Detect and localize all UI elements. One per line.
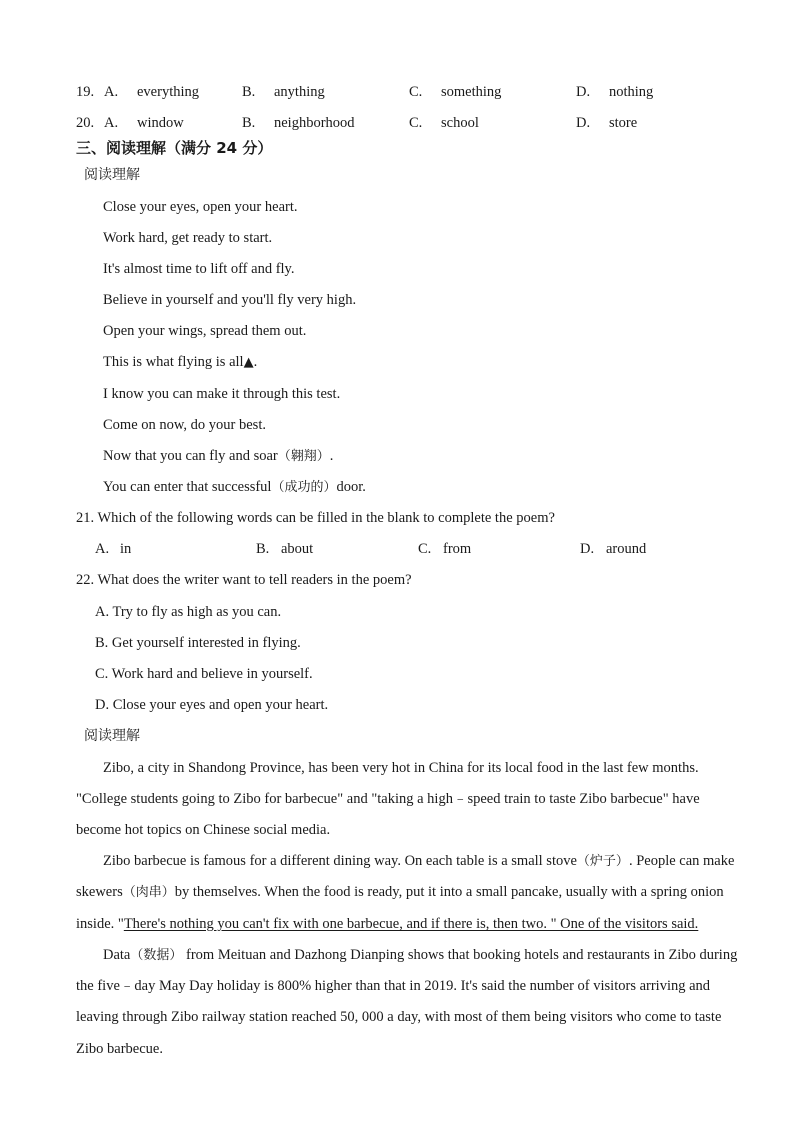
question-22-option-c [95,665,313,683]
question-text: What does the writer want to tell readers in the poem? [97,572,412,588]
option-text: Try to fly as high as you can. [112,604,282,620]
gloss: （成功的） [271,480,337,495]
passage-line: the five﹣day May Day holiday is 800% higher than that in 2019. It's said the number of visitors arriving and [76,978,711,994]
option-text: Get yourself interested in flying. [111,635,301,651]
poem-line-text: You can enter that successful [103,479,272,495]
section-heading: 三、阅读理解（满分 24 分） [76,139,273,157]
gloss: （数据） [130,948,183,963]
underlined-quote: There's nothing you can't fix with one barbecue, and if there is, then two. " One of the visitors said. [123,916,699,932]
question-number: 22. [76,572,95,588]
question-21 [76,509,555,527]
question-21-options [95,540,794,558]
option-d-label: D. [576,115,591,131]
question-22 [76,571,412,589]
option-d: around [606,541,647,557]
option-label: C. [95,666,109,682]
poem-line: Work hard, get ready to start. [103,230,273,246]
option-a: window [137,115,184,131]
poem-line-text: Now that you can fly and soar [103,448,278,464]
option-d: store [609,115,638,131]
option-b-label: B. [242,84,256,100]
passage-line: Zibo barbecue. [76,1041,163,1057]
reading-label: 阅读理解 [84,728,140,744]
option-label: A. [95,604,110,620]
option-b-label: B. [242,115,256,131]
option-text: Work hard and believe in yourself. [111,666,313,682]
passage-line [76,915,698,933]
option-c: from [443,541,472,557]
question-22-option-a [95,603,281,621]
passage-line: Zibo, a city in Shandong Province, has been very hot in China for its local food in the last few months. [103,760,699,776]
option-label: B. [95,635,109,651]
question-22-option-d [95,696,328,714]
gloss: （炉子） [576,854,629,869]
option-b: neighborhood [274,115,355,131]
option-label: D. [95,697,110,713]
question-20 [76,114,776,132]
option-c: school [441,115,479,131]
text: from Meituan and Dazhong Dianping shows that booking hotels and restaurants in Zibo during [186,947,738,963]
option-text: Close your eyes and open your heart. [112,697,329,713]
passage-line [76,883,724,902]
option-a-label: A. [104,84,119,100]
poem-line: Close your eyes, open your heart. [103,199,298,215]
option-c-label: C. [409,84,423,100]
option-a: everything [137,84,200,100]
text: . People can make [628,853,735,869]
poem-line-end: door. [336,479,366,495]
passage-line [103,852,734,871]
text: inside. " [76,916,124,932]
text: skewers [76,884,123,900]
text: Zibo barbecue is famous for a different dining way. On each table is a small stove [103,853,577,869]
passage-line: leaving through Zibo railway station reached 50, 000 a day, with most of them being visitors who come to taste [76,1009,722,1025]
option-b-label: B. [256,541,270,557]
poem-line-blank [103,353,257,372]
text: by themselves. When the food is ready, put it into a small pancake, usually with a spring onion [174,884,724,900]
option-d-label: D. [576,84,591,100]
blank-marker: ▲ [243,355,254,370]
poem-line-text: This is what flying is all [103,354,244,370]
gloss: （肉串） [122,885,175,900]
punctuation: . [329,448,334,464]
question-22-option-b [95,634,301,652]
passage-line [103,946,737,965]
poem-line: It's almost time to lift off and fly. [103,261,295,277]
option-a-label: A. [104,115,119,131]
reading-label: 阅读理解 [84,167,140,183]
passage-line: "College students going to Zibo for barbecue" and "taking a high﹣speed train to taste Zibo barbecue" have [76,791,700,807]
option-a: in [120,541,132,557]
option-c: something [441,84,502,100]
question-number: 19. [76,84,95,100]
poem-line: Come on now, do your best. [103,417,266,433]
option-d: nothing [609,84,654,100]
poem-line: I know you can make it through this test. [103,386,341,402]
option-d-label: D. [580,541,595,557]
passage-line: become hot topics on Chinese social media. [76,822,331,838]
question-text: Which of the following words can be filled in the blank to complete the poem? [97,510,555,526]
poem-line [103,447,333,466]
gloss: （翱翔） [277,449,330,464]
option-b: about [281,541,314,557]
option-c-label: C. [409,115,423,131]
poem-line [103,478,366,497]
option-b: anything [274,84,325,100]
option-a-label: A. [95,541,110,557]
option-c-label: C. [418,541,432,557]
question-number: 20. [76,115,95,131]
question-number: 21. [76,510,95,526]
poem-line: Open your wings, spread them out. [103,323,307,339]
text: Data [103,947,131,963]
question-19 [76,83,776,101]
poem-line: Believe in yourself and you'll fly very high. [103,292,357,308]
punctuation: . [253,354,258,370]
